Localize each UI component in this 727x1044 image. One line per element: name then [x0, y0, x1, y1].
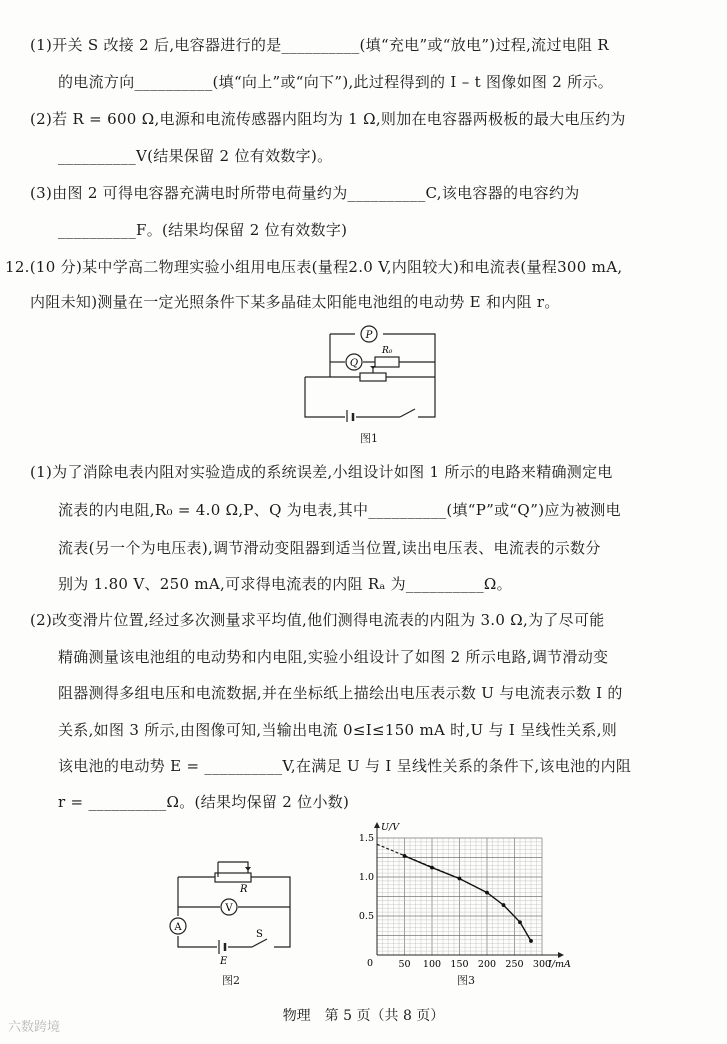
battery-label: E: [220, 956, 228, 967]
q12-line-2: 内阻未知)测量在一定光照条件下某多晶硅太阳能电池组的电动势 E 和内阻 r。: [30, 293, 560, 311]
watermark: 六数跨境: [8, 1020, 61, 1035]
data-point: [502, 903, 506, 907]
page-footer: 物理 第 5 页（共 8 页）: [282, 1008, 445, 1024]
figure-1-caption: 图1: [360, 432, 378, 445]
rheostat-label: R: [240, 884, 248, 895]
q11-line-3: (2)若 R = 600 Ω,电源和电流传感器内阻均为 1 Ω,则加在电容器两极板的最大电压约为: [30, 110, 626, 128]
figure-3-caption: 图3: [457, 974, 475, 987]
y-axis-label: U/V: [381, 822, 400, 833]
y-tick-label: 0.5: [358, 911, 374, 922]
q11-line-1: (1)开关 S 改接 2 后,电容器进行的是__________(填“充电”或“放电”)过程,流过电阻 R: [30, 36, 610, 54]
q12-p2-line-2: 精确测量该电池组的电动势和内电阻,实验小组设计了如图 2 所示电路,调节滑动变: [58, 648, 609, 666]
meter-p-label: P: [365, 330, 373, 341]
q12-p1-line-4: 别为 1.80 V、250 mA,可求得电流表的内阻 Rₐ 为__________Ω。: [58, 575, 512, 593]
q12-p1-line-3: 流表(另一个为电压表),调节滑动变阻器到适当位置,读出电压表、电流表的示数分: [58, 539, 601, 557]
x-tick-label: 200: [477, 959, 497, 970]
data-point: [518, 920, 522, 924]
q11-line-6: __________F。(结果均保留 2 位有效数字): [58, 221, 348, 239]
q12-p1-line-1: (1)为了消除电表内阻对实验造成的系统误差,小组设计如图 1 所示的电路来精确测定电: [30, 463, 613, 481]
data-point: [485, 891, 489, 895]
x-tick-label: 250: [505, 959, 524, 970]
origin-label: 0: [366, 958, 373, 969]
data-point: [403, 854, 407, 858]
q11-line-5: (3)由图 2 可得电容器充满电时所带电荷量约为__________C,该电容器的电容约为: [30, 184, 580, 202]
figure-2-circuit: [160, 852, 300, 967]
series-measured-line: [405, 856, 532, 941]
figure-3-ui-chart: [350, 818, 580, 976]
x-axis-label: I/mA: [548, 959, 571, 970]
q12-p2-line-4: 关系,如图 3 所示,由图像可知,当输出电流 0≤I≤150 mA 时,U 与 I 呈线性关系,则: [58, 721, 618, 739]
figure-2-caption: 图2: [222, 974, 240, 987]
r0-label: R₀: [382, 346, 393, 356]
y-tick-label: 1.0: [358, 872, 374, 883]
y-axis-arrow: [374, 822, 380, 828]
q12-p1-line-2: 流表的内电阻,R₀ = 4.0 Ω,P、Q 为电表,其中__________(填“P”或“Q”)应为被测电: [58, 501, 621, 519]
data-point: [458, 877, 462, 881]
x-tick-label: 150: [450, 959, 469, 970]
meter-q-label: Q: [349, 358, 359, 369]
x-axis-arrow: [558, 952, 564, 958]
x-tick-label: 100: [422, 959, 442, 970]
q12-line-1: 12.(10 分)某中学高二物理实验小组用电压表(量程2.0 V,内阻较大)和电流表(量程300 mA,: [5, 258, 623, 276]
q12-p2-line-3: 阻器测得多组电压和电流数据,并在坐标纸上描绘出电压表示数 U 与电流表示数 I 的: [58, 684, 623, 702]
x-tick-label: 300: [532, 959, 552, 970]
voltmeter-label: V: [225, 903, 233, 914]
q11-line-2: 的电流方向__________(填“向上”或“向下”),此过程得到的 I – t 图像如图 2 所示。: [58, 73, 614, 91]
data-point: [529, 939, 533, 943]
y-tick-label: 1.5: [358, 833, 374, 844]
ammeter-label: A: [174, 922, 182, 933]
q11-line-4: __________V(结果保留 2 位有效数字)。: [58, 147, 333, 165]
x-tick-label: 50: [398, 959, 411, 970]
switch-label: S: [256, 929, 263, 940]
q12-p2-line-1: (2)改变滑片位置,经过多次测量求平均值,他们测得电流表的内阻为 3.0 Ω,为了尽可能: [30, 611, 605, 629]
figure-1-circuit: [290, 322, 450, 422]
q12-p2-line-6: r = __________Ω。(结果均保留 2 位小数): [58, 793, 350, 811]
data-point: [430, 866, 434, 870]
q12-p2-line-5: 该电池的电动势 E = __________V,在满足 U 与 I 呈线性关系的条件下,该电池的内阻: [58, 757, 632, 775]
